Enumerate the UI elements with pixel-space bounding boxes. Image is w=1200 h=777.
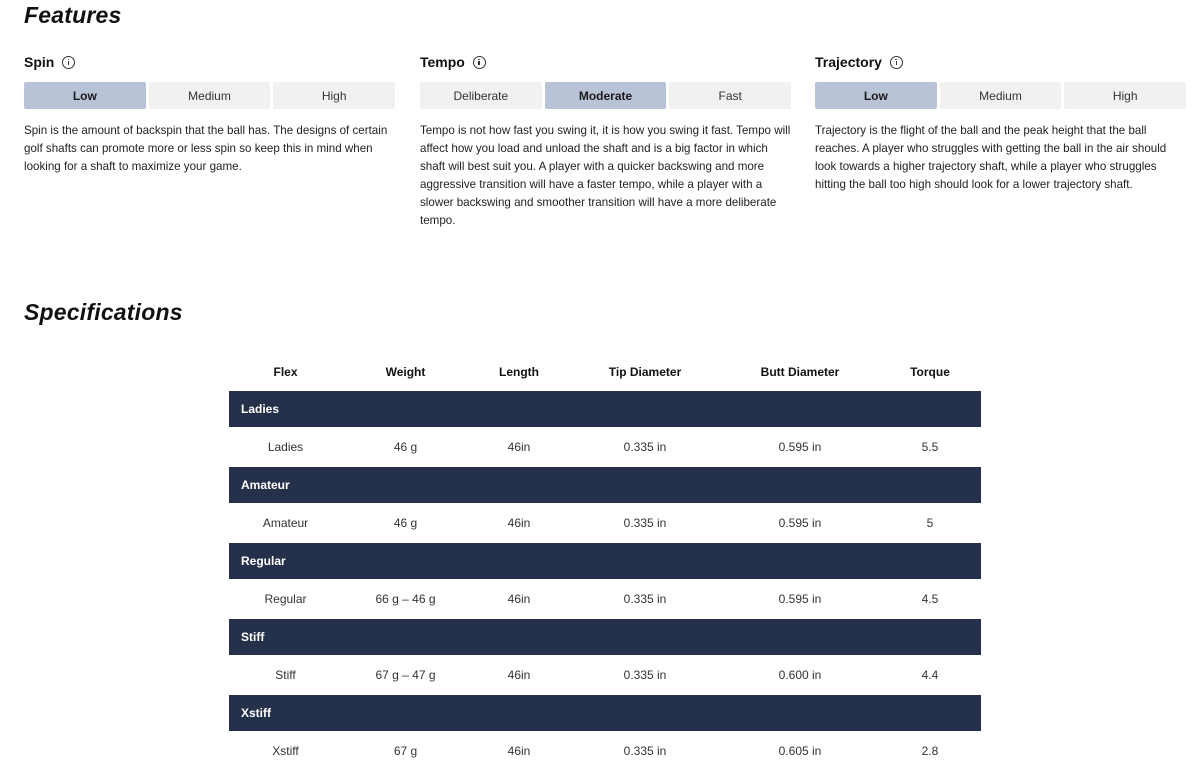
cell-butt-diameter: 0.605 in <box>778 744 822 758</box>
cell-weight: 67 g <box>393 744 418 758</box>
cell-flex: Stiff <box>275 668 296 682</box>
cell-torque: 4.5 <box>921 592 939 606</box>
tempo-option-moderate[interactable]: Moderate <box>545 82 667 109</box>
feature-name: Spin <box>24 54 55 70</box>
tempo-option-deliberate[interactable]: Deliberate <box>420 82 542 109</box>
column-header-flex: Flex <box>273 364 298 379</box>
cell-weight: 66 g – 46 g <box>375 592 436 606</box>
features-title: Features <box>24 2 122 28</box>
feature-spin <box>24 52 395 176</box>
feature-header <box>420 52 791 72</box>
cell-torque: 5 <box>926 516 934 530</box>
tempo-option-fast[interactable]: Fast <box>669 82 791 109</box>
info-icon[interactable] <box>62 56 75 69</box>
cell-length: 46in <box>507 668 531 682</box>
specifications-table <box>229 352 981 771</box>
trajectory-selector <box>815 82 1186 109</box>
feature-name: Trajectory <box>815 54 882 70</box>
group-header-ladies: Ladies <box>229 391 981 427</box>
column-header-torque: Torque <box>910 364 950 379</box>
cell-butt-diameter: 0.595 in <box>778 592 822 606</box>
table-row <box>229 579 981 619</box>
cell-tip-diameter: 0.335 in <box>623 744 667 758</box>
info-icon[interactable] <box>890 56 903 69</box>
column-header-butt-diameter: Butt Diameter <box>760 364 840 379</box>
trajectory-option-low[interactable]: Low <box>815 82 937 109</box>
table-header <box>229 352 981 391</box>
group-header-regular: Regular <box>229 543 981 579</box>
feature-header <box>24 52 395 72</box>
trajectory-option-high[interactable]: High <box>1064 82 1186 109</box>
table-row <box>229 503 981 543</box>
cell-flex: Ladies <box>267 440 304 454</box>
specifications-title: Specifications <box>24 299 183 325</box>
cell-tip-diameter: 0.335 in <box>623 516 667 530</box>
feature-description: Tempo is not how fast you swing it, it is how you swing it fast. Tempo will affect how you load and unload the shaft and is a big factor in which shaft will best suit you. A player with a quicker backswing and more aggressive transition will have a faster tempo, while a player with a slower backswing and smoother transition will have a more deliberate tempo. <box>420 124 791 228</box>
cell-flex: Regular <box>264 592 307 606</box>
table-row <box>229 731 981 771</box>
group-header-stiff: Stiff <box>229 619 981 655</box>
column-header-weight: Weight <box>385 364 426 379</box>
feature-tempo <box>420 52 791 231</box>
cell-flex: Amateur <box>262 516 309 530</box>
group-header-xstiff: Xstiff <box>229 695 981 731</box>
spin-option-high[interactable]: High <box>273 82 395 109</box>
feature-description: Trajectory is the flight of the ball and the peak height that the ball reaches. A player who struggles with getting the ball in the air should look towards a higher trajectory shaft, while a player who struggles hitting the ball too high should look for a lower trajectory shaft. <box>815 124 1167 192</box>
spin-selector <box>24 82 395 109</box>
table-row <box>229 427 981 467</box>
cell-tip-diameter: 0.335 in <box>623 440 667 454</box>
cell-length: 46in <box>507 516 531 530</box>
cell-flex: Xstiff <box>272 744 299 758</box>
cell-weight: 67 g – 47 g <box>375 668 436 682</box>
cell-weight: 46 g <box>393 516 418 530</box>
cell-weight: 46 g <box>393 440 418 454</box>
spin-option-low[interactable]: Low <box>24 82 146 109</box>
cell-length: 46in <box>507 744 531 758</box>
tempo-selector <box>420 82 791 109</box>
column-header-length: Length <box>499 364 539 379</box>
group-header-amateur: Amateur <box>229 467 981 503</box>
cell-length: 46in <box>507 592 531 606</box>
cell-length: 46in <box>507 440 531 454</box>
table-row <box>229 655 981 695</box>
spin-option-medium[interactable]: Medium <box>149 82 271 109</box>
cell-tip-diameter: 0.335 in <box>623 592 667 606</box>
cell-butt-diameter: 0.600 in <box>778 668 822 682</box>
info-icon[interactable] <box>473 56 486 69</box>
cell-butt-diameter: 0.595 in <box>778 440 822 454</box>
cell-torque: 2.8 <box>921 744 939 758</box>
feature-description: Spin is the amount of backspin that the ball has. The designs of certain golf shafts can promote more or less spin so keep this in mind when looking for a shaft to maximize your game. <box>24 124 388 174</box>
feature-header <box>815 52 1186 72</box>
feature-trajectory <box>815 52 1186 194</box>
trajectory-option-medium[interactable]: Medium <box>940 82 1062 109</box>
cell-butt-diameter: 0.595 in <box>778 516 822 530</box>
column-header-tip-diameter: Tip Diameter <box>608 364 682 379</box>
cell-tip-diameter: 0.335 in <box>623 668 667 682</box>
cell-torque: 4.4 <box>921 668 939 682</box>
cell-torque: 5.5 <box>921 440 939 454</box>
feature-name: Tempo <box>420 54 465 70</box>
